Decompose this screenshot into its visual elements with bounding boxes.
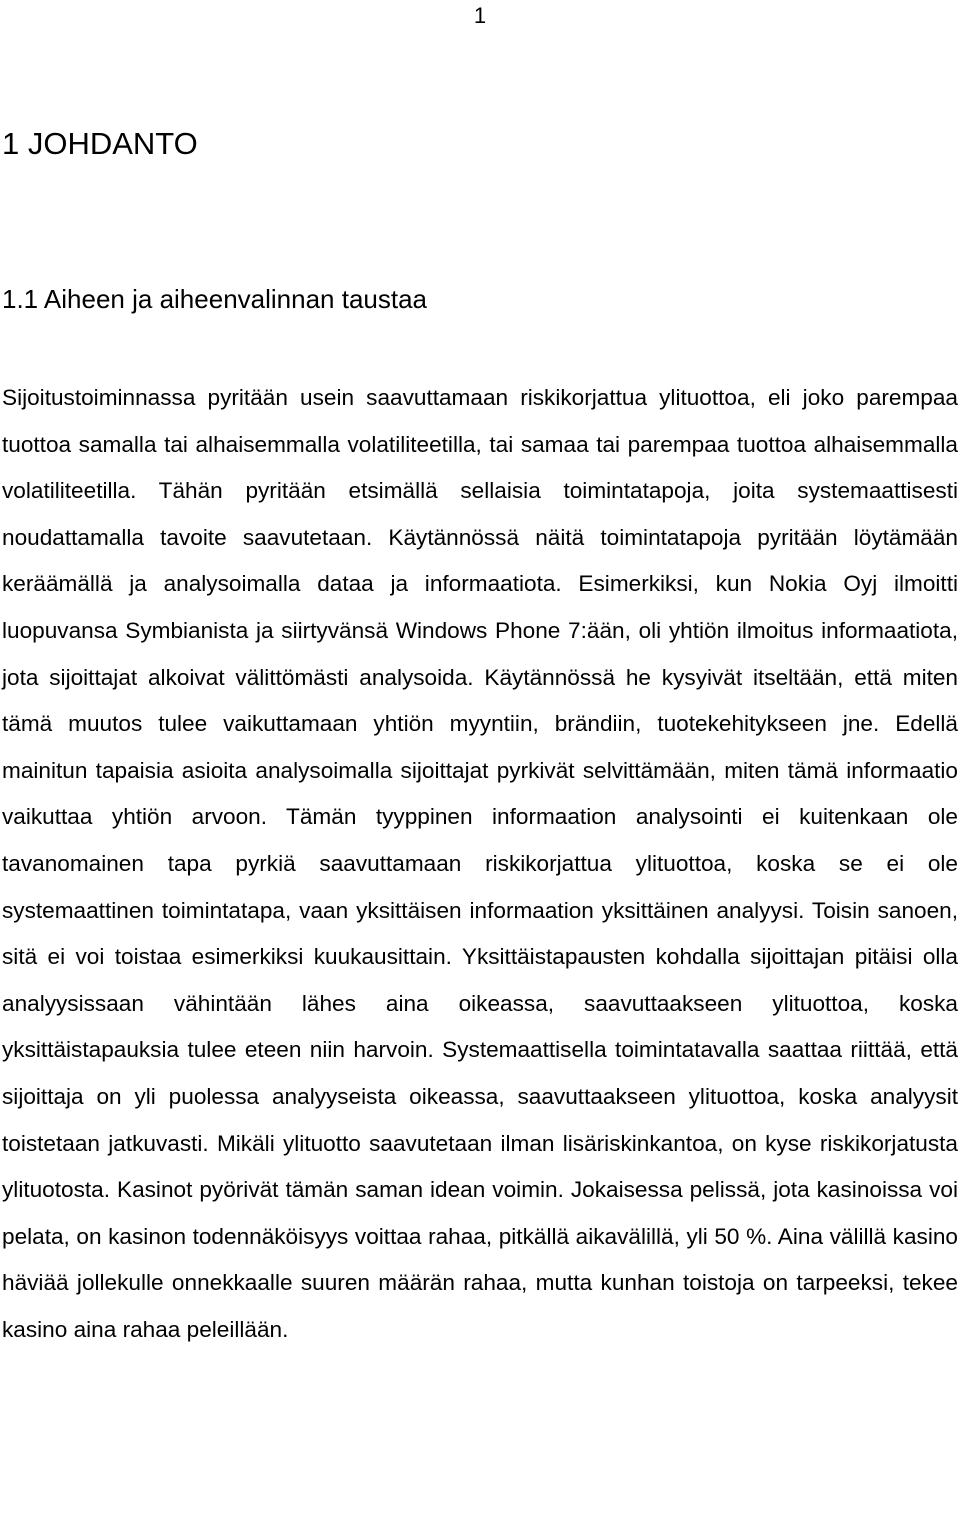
page-number: 1 [473, 3, 487, 28]
body-paragraph: Sijoitustoiminnassa pyritään usein saavuttamaan riskikorjattua ylituottoa, eli joko parempaa tuottoa samalla tai alhaisemmalla volatiliteetilla, tai samaa tai parempaa tuottoa alhaisemmalla volatiliteetilla. Tähän pyritään etsimällä sellaisia toimintatapoja, joita systemaattisesti noudattamalla tavoite saavutetaan. Käytännössä näitä toimintatapoja pyritään löytämään keräämällä ja analysoimalla dataa ja informaatiota. Esimerkiksi, kun Nokia Oyj ilmoitti luopuvansa Symbianista ja siirtyvänsä Windows Phone 7:ään, oli yhtiön ilmoitus informaatiota, jota sijoittajat alkoivat välittömästi analysoida. Käytännössä he kysyivät itseltään, että miten tämä muutos tulee vaikuttamaan yhtiön myyntiin, brändiin, tuotekehitykseen jne. Edellä mainitun tapaisia asioita analysoimalla sijoittajat pyrkivät selvittämään, miten tämä informaatio vaikuttaa yhtiön arvoon. Tämän tyyppinen informaation analysointi ei kuitenkaan ole tavanomainen tapa pyrkiä saavuttamaan riskikorjattua ylituottoa, koska se ei ole systemaattinen toimintatapa, vaan yksittäisen informaation yksittäinen analyysi. Toisin sanoen, sitä ei voi toistaa esimerkiksi kuukausittain. Yksittäistapausten kohdalla sijoittajan pitäisi olla analyysissaan vähintään lähes aina oikeassa, saavuttaakseen ylituottoa, koska yksittäistapauksia tulee eteen niin harvoin. Systemaattisella toimintatavalla saattaa riittää, että sijoittaja on yli puolessa analyyseista oikeassa, saavuttaakseen ylituottoa, koska analyysit toistetaan jatkuvasti. Mikäli ylituotto saavutetaan ilman lisäriskinkantoa, on kyse riskikorjatusta ylituotosta. Kasinot pyörivät tämän saman idean voimin. Jokaisessa pelissä, jota kasinoissa voi pelata, on kasinon todennäköisyys voittaa rahaa, pitkällä aikavälillä, yli 50 %. Aina välillä kasino häviää jollekulle onnekkaalle suuren määrän rahaa, mutta kunhan toistoja on tarpeeksi, tekee kasino aina rahaa peleillään. [2, 385, 958, 1342]
chapter-title: 1 JOHDANTO [2, 126, 198, 161]
section-title: 1.1 Aiheen ja aiheenvalinnan taustaa [2, 284, 428, 314]
